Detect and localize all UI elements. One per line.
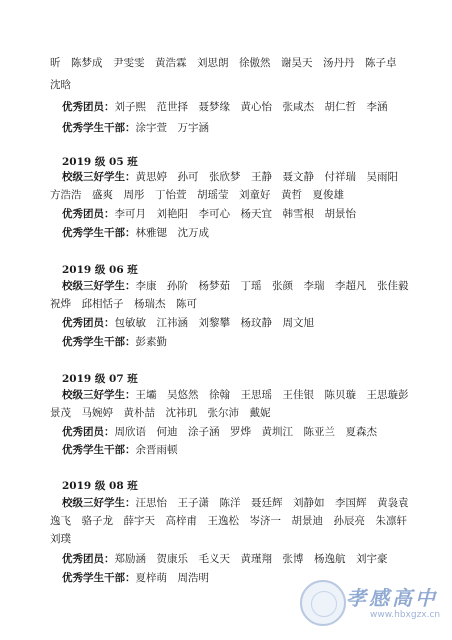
class-heading: 2019 级 06 班 [62,264,138,276]
student-cadre-line [62,443,412,457]
name-list: 涂宇萱 万宇涵 [135,122,209,134]
name-list: 林雅锶 沈万成 [135,227,209,239]
name-list: 余晋雨顿 [135,444,178,456]
outstanding-member-line [62,552,412,566]
school-seal-icon [300,580,346,626]
name-list-continued: 祝烨 邱相恬子 杨瑞杰 陈可 [50,298,197,310]
outstanding-member-line [62,316,412,330]
name-list-continued: 逸飞 骆子龙 薛宇天 高梓甫 王逸松 岑济一 胡景迪 孙辰亮 朱凛轩 [50,515,407,527]
name-list: 刘子熙 范世择 聂梦缘 黄心怡 张咸杰 胡仁哲 李涵 [114,101,388,113]
merit-student-line [62,170,412,184]
name-list-continued: 景茂 马婉婷 黄朴喆 沈祎玑 张尔沛 戴妮 [50,407,271,419]
section-label: 优秀学生干部： [62,444,136,456]
section-label: 优秀学生干部： [62,572,136,584]
outstanding-member-line [62,207,412,221]
watermark-url: www.hbxgzx.cn [370,610,441,620]
section-label: 优秀团员： [62,426,115,438]
name-list-continued: 刘璞 [50,533,71,545]
name-list: 李康 孙阶 杨梦茹 丁瑶 张颜 李瑞 李超凡 张佳毅 [135,280,409,292]
school-watermark [300,578,450,638]
name-list: 王壩 吴悠然 徐翰 王思瑶 王佳银 陈贝璇 王思璇彭 [135,389,409,401]
merit-student-line [62,496,412,510]
section-label: 优秀团员： [62,208,115,220]
name-list: 汪思怡 王子潇 陈洋 聂廷辉 刘静如 李国辉 黄袅袁 [135,497,409,509]
section-label: 优秀学生干部： [62,336,136,348]
name-list: 黄思婷 孙可 张欣梦 王静 聂文静 付祥瑞 吴雨阳 [135,171,398,183]
text-line: 沈晗 [50,79,71,91]
merit-student-line [62,279,412,293]
section-label: 优秀团员： [62,317,115,329]
section-label: 校级三好学生： [62,280,136,292]
merit-student-line [62,388,412,402]
name-list: 周欣语 何迪 涂子涵 罗烨 黄圳江 陈亚兰 夏森杰 [114,426,377,438]
student-cadre-line [62,335,412,349]
name-list: 郑励涵 贺康乐 毛义天 黄瑾翔 张博 杨逸航 刘宇豪 [114,553,388,565]
section-label: 优秀学生干部： [62,227,136,239]
section-label: 优秀团员： [62,101,115,113]
name-list: 李可月 刘艳阳 李可心 杨天宜 韩雪根 胡景怡 [114,208,356,220]
outstanding-member-line [62,425,412,439]
outstanding-member-line [62,100,412,114]
name-list: 包敏敏 江祎涵 刘黎攀 杨玟静 周文旭 [114,317,314,329]
class-heading: 2019 级 07 班 [62,373,138,385]
watermark-title: 孝感高中 [346,586,438,610]
name-list: 彭素勤 [135,336,167,348]
class-heading: 2019 级 08 班 [62,480,138,492]
text-line: 昕 陈梦成 尹雯雯 黄浩霖 刘思朗 徐傲然 谢昊天 汤丹丹 陈子卓 [50,57,397,69]
name-list-continued: 方浩浩 盛爽 周彤 丁怡萱 胡瑶莹 刘童好 黄哲 夏俊雄 [50,189,344,201]
student-cadre-line [62,121,412,135]
class-heading: 2019 级 05 班 [62,156,138,168]
section-label: 优秀团员： [62,553,115,565]
name-list: 夏梓萌 周浩明 [135,572,209,584]
section-label: 校级三好学生： [62,389,136,401]
student-cadre-line [62,226,412,240]
section-label: 优秀学生干部： [62,122,136,134]
section-label: 校级三好学生： [62,171,136,183]
section-label: 校级三好学生： [62,497,136,509]
